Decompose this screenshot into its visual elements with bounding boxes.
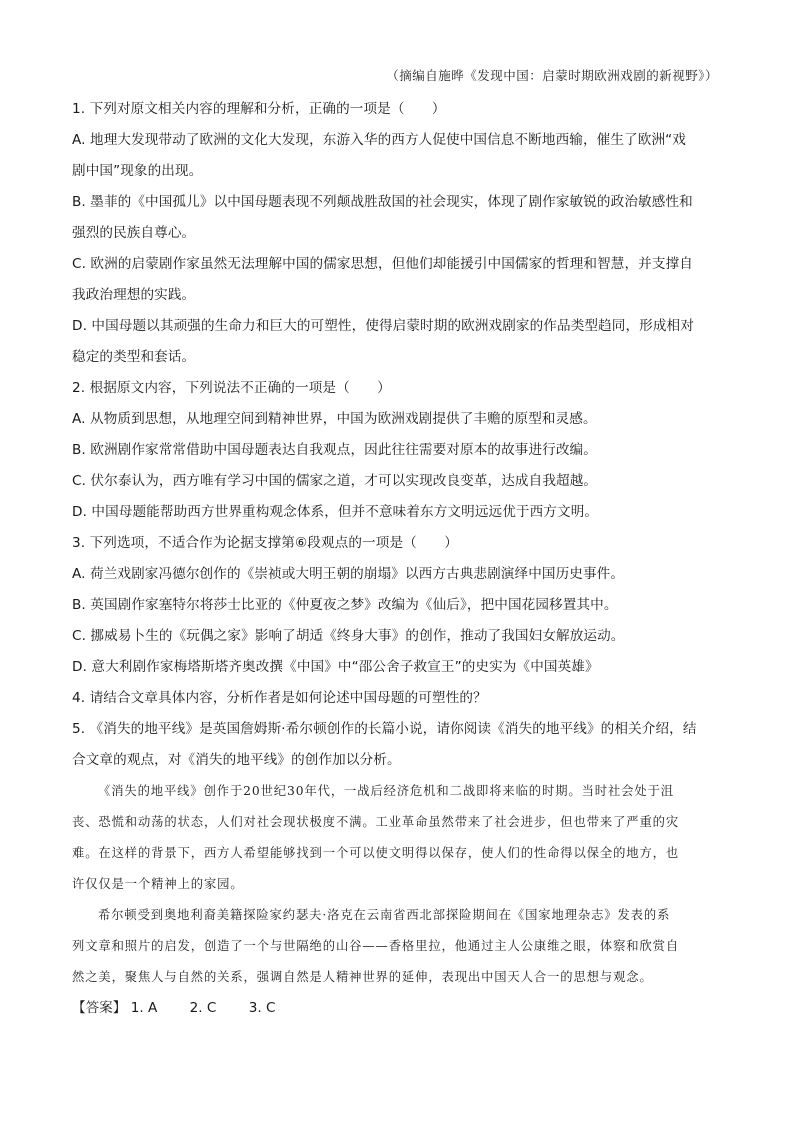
question-3-option-b: B. 英国剧作家塞特尔将莎士比亚的《仲夏夜之梦》改编为《仙后》，把中国花园移置其中。 [72,597,618,613]
question-1-option-d: D. 中国母题以其顽强的生命力和巨大的可塑性，使得启蒙时期的欧洲戏剧家的作品类型趋同，形成相对 [72,318,694,334]
question-1-option-a-cont: 剧中国”现象的出现。 [72,163,203,179]
question-3-option-c: C. 挪威易卜生的《玩偶之家》影响了胡适《终身大事》的创作，推动了我国妇女解放运动。 [72,628,625,644]
question-2-option-d: D. 中国母题能帮助西方世界重构观念体系，但并不意味着东方文明远远优于西方文明。 [72,504,599,520]
question-1-stem: 1. 下列对原文相关内容的理解和分析，正确的一项是（ ） [72,101,446,117]
question-1-option-b: B. 墨菲的《中国孤儿》以中国母题表现不列颠战胜敌国的社会现实，体现了剧作家敏锐的政治敏感性和 [72,194,693,210]
answer-tag: 【答案】 [72,1000,127,1016]
extract-paragraph-1: 《消失的地平线》创作于20世纪30年代，一战后经济危机和二战即将来临的时期。当时社会处于沮 [98,784,674,798]
answer-item: 3. C [248,1000,276,1016]
answer-item: 1. A [130,1000,158,1016]
question-1-option-d-cont: 稳定的类型和套话。 [72,349,196,365]
source-citation: （摘编自施晔《发现中国：启蒙时期欧洲戏剧的新视野》） [386,68,718,83]
extract-paragraph-1-cont: 丧、恐慌和动荡的状态，人们对社会现状极度不满。工业革命虽然带来了社会进步，但也带来了严重的灾 [72,815,680,829]
question-1-option-a: A. 地理大发现带动了欧洲的文化大发现，东游入华的西方人促使中国信息不断地西输，催生了欧洲“戏 [72,132,686,148]
extract-paragraph-2-cont: 列文章和照片的启发，创造了一个与世隔绝的山谷——香格里拉，他通过主人公康维之眼，体察和欣赏自 [72,939,680,953]
answer-line [72,993,720,1024]
question-3-stem: 3. 下列选项，不适合作为论据支撑第⑥段观点的一项是（ ） [72,535,458,551]
extract-paragraph-1-cont: 难。在这样的背景下，西方人希望能够找到一个可以使文明得以保存，使人们的性命得以保全的地方，也 [72,846,680,860]
question-3-option-d: D. 意大利剧作家梅塔斯塔齐奥改撰《中国》中“邵公舍子救宣王”的史实为《中国英雄》 [72,659,599,675]
question-1-option-b-cont: 强烈的民族自尊心。 [72,225,196,241]
answer-item: 2. C [189,1000,217,1016]
extract-paragraph-1-cont: 许仅仅是一个精神上的家园。 [72,877,244,891]
question-2-option-a: A. 从物质到思想，从地理空间到精神世界，中国为欧洲戏剧提供了丰赡的原型和灵感。 [72,411,597,427]
question-5-stem: 5. 《消失的地平线》是英国詹姆斯·希尔顿创作的长篇小说，请你阅读《消失的地平线》的相关介绍，结 [72,721,697,737]
question-4-stem: 4. 请结合文章具体内容，分析作者是如何论述中国母题的可塑性的？ [72,690,487,706]
question-3-option-a: A. 荷兰戏剧家冯德尔创作的《崇祯或大明王朝的崩塌》以西方古典悲剧演绎中国历史事件。 [72,566,625,582]
extract-paragraph-2: 希尔顿受到奥地利裔美籍探险家约瑟夫·洛克在云南省西北部探险期间在《国家地理杂志》发表的系 [98,908,671,922]
question-2-option-c: C. 伏尔泰认为，西方唯有学习中国的儒家之道，才可以实现改良变革，达成自我超越。 [72,473,598,489]
question-5-stem-cont: 合文章的观点，对《消失的地平线》的创作加以分析。 [72,752,401,768]
question-2-option-b: B. 欧洲剧作家常常借助中国母题表达自我观点，因此往往需要对原本的故事进行改编。 [72,442,597,458]
extract-paragraph-2-cont: 然之美，聚焦人与自然的关系，强调自然是人精神世界的延伸，表现出中国天人合一的思想与观念。 [72,970,653,984]
question-2-stem: 2. 根据原文内容，下列说法不正确的一项是（ ） [72,380,391,396]
question-1-option-c: C. 欧洲的启蒙剧作家虽然无法理解中国的儒家思想，但他们却能援引中国儒家的哲理和智慧，并支撑自 [72,256,693,272]
question-section [72,94,720,1024]
question-1-option-c-cont: 我政治理想的实践。 [72,287,196,303]
